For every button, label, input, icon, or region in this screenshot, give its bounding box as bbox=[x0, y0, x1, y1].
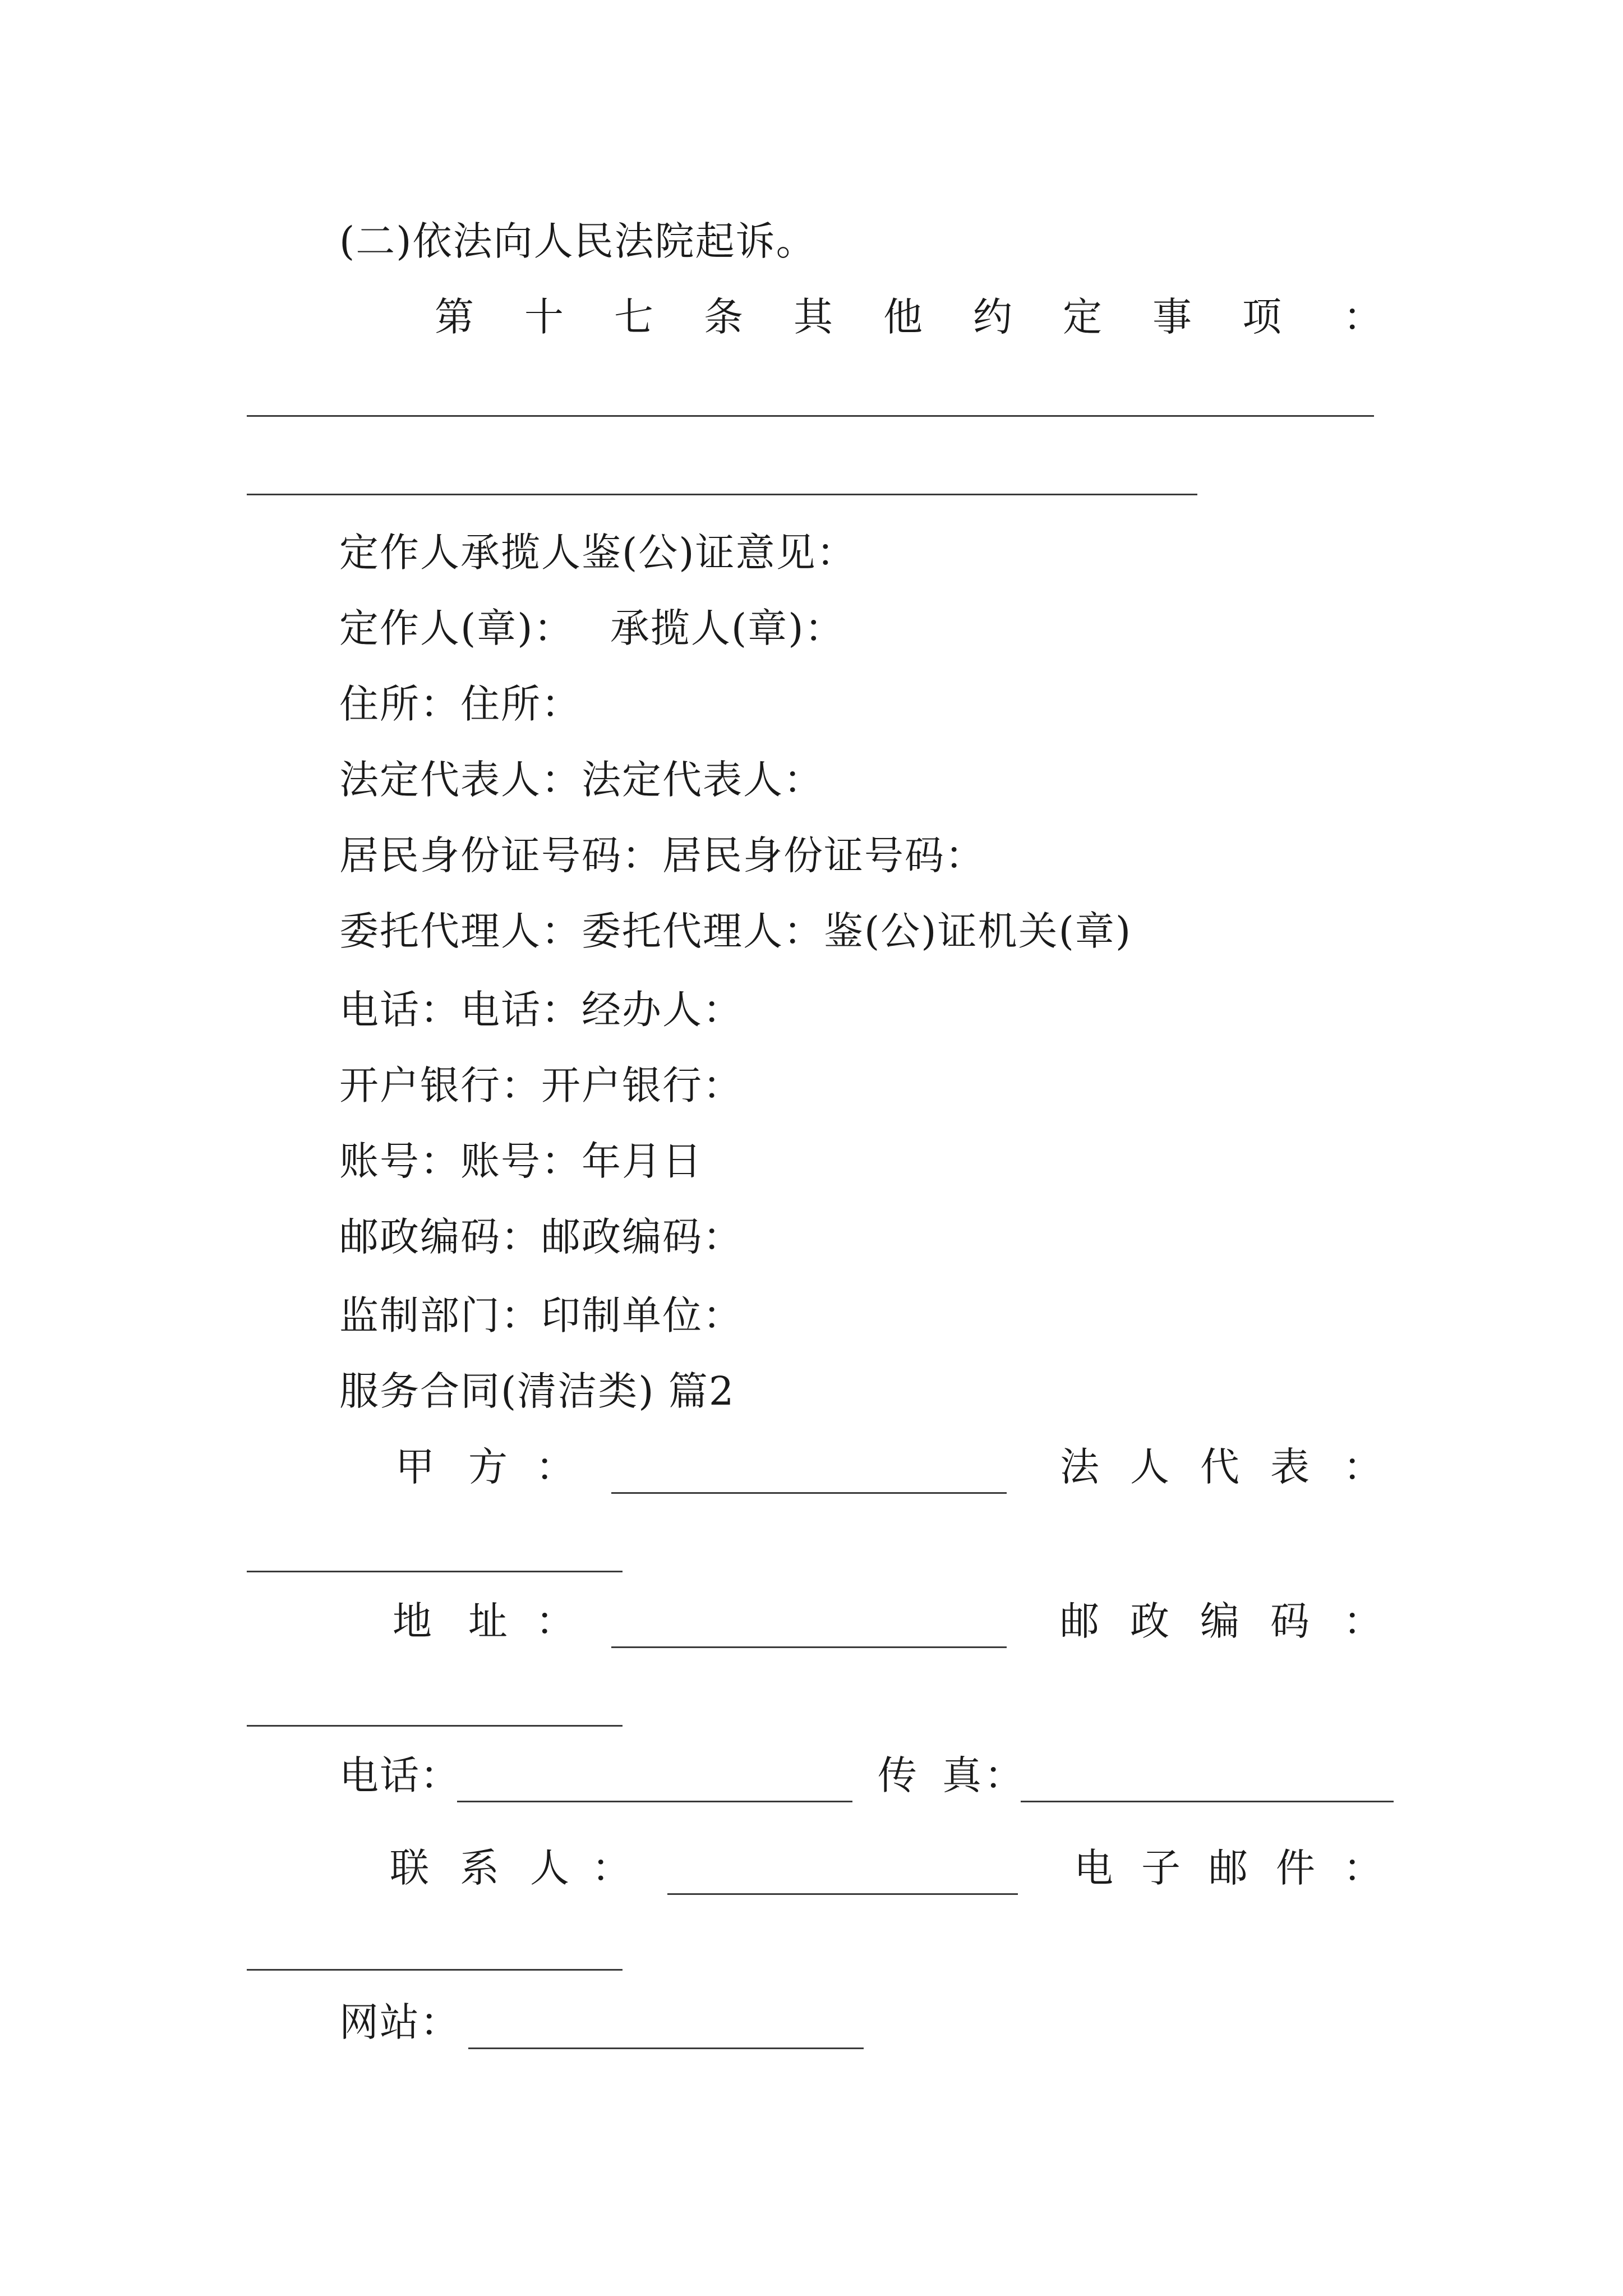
phone-label: 电话： bbox=[339, 1752, 460, 1798]
article-17-char: 十 bbox=[524, 294, 564, 340]
article-17-char: 七 bbox=[614, 294, 653, 340]
party-a-row bbox=[0, 1442, 1623, 1492]
contact-char: 联 bbox=[390, 1845, 429, 1891]
legal-rep-char: 人 bbox=[1130, 1444, 1169, 1490]
fax-label bbox=[0, 1750, 1623, 1801]
fax-char: 真 bbox=[942, 1752, 981, 1798]
legal-rep-char: 表 bbox=[1270, 1444, 1310, 1490]
address-char: 地 bbox=[393, 1598, 432, 1644]
article-17-heading bbox=[0, 292, 1623, 342]
email-char: ： bbox=[1343, 1845, 1382, 1891]
party-a-char: 方 bbox=[468, 1444, 508, 1490]
phone-blank bbox=[457, 1801, 852, 1802]
legal-rep-char: 法 bbox=[1060, 1444, 1099, 1490]
article-17-char: 条 bbox=[704, 294, 743, 340]
legal-rep-line: 法定代表人：法定代表人： bbox=[339, 757, 824, 803]
party-a-blank bbox=[611, 1492, 1007, 1494]
address-line: 住所：住所： bbox=[339, 681, 582, 727]
id-number-line: 居民身份证号码：居民身份证号码： bbox=[339, 832, 985, 878]
postcode-char: 邮 bbox=[1060, 1598, 1099, 1644]
account-line: 账号：账号：年月日 bbox=[339, 1138, 703, 1184]
party-a-char: 甲 bbox=[395, 1444, 435, 1490]
contact-char: ： bbox=[592, 1845, 631, 1891]
contact-char: 人 bbox=[530, 1845, 569, 1891]
website-label: 网站： bbox=[339, 1999, 460, 2045]
legal-rep-blank bbox=[247, 1571, 623, 1572]
phone-line: 电话：电话：经办人： bbox=[339, 987, 743, 1033]
address-char: ： bbox=[536, 1598, 575, 1644]
article-17-char: 其 bbox=[794, 294, 833, 340]
article-17-char: ： bbox=[1343, 294, 1382, 340]
fill-line bbox=[247, 415, 1374, 417]
contractor-seal-label: 承揽人(章)： bbox=[610, 605, 845, 651]
bank-line: 开户银行：开户银行： bbox=[339, 1062, 743, 1108]
legal-rep-char: ： bbox=[1343, 1444, 1382, 1490]
address-row bbox=[0, 1596, 1623, 1646]
website-blank bbox=[468, 2047, 864, 2049]
email-char: 件 bbox=[1276, 1845, 1315, 1891]
fax-blank bbox=[1021, 1801, 1394, 1802]
email-blank bbox=[247, 1969, 623, 1971]
address-blank bbox=[611, 1646, 1007, 1648]
article-17-char: 事 bbox=[1152, 294, 1192, 340]
contact-blank bbox=[667, 1893, 1018, 1895]
postcode-blank bbox=[247, 1725, 623, 1727]
article-17-char: 项 bbox=[1242, 294, 1281, 340]
contact-row bbox=[0, 1843, 1623, 1893]
email-char: 子 bbox=[1141, 1845, 1181, 1891]
postcode-line: 邮政编码：邮政编码： bbox=[339, 1214, 743, 1260]
notary-opinion-line: 定作人承揽人鉴(公)证意见： bbox=[339, 530, 857, 576]
postcode-char: 码 bbox=[1270, 1598, 1310, 1644]
clause-2-text: (二)依法向人民法院起诉。 bbox=[339, 218, 817, 264]
fax-char: 传 bbox=[878, 1752, 917, 1798]
legal-rep-char: 代 bbox=[1200, 1444, 1239, 1490]
party-a-char: ： bbox=[536, 1444, 575, 1490]
employer-seal-label: 定作人(章)： bbox=[339, 605, 574, 651]
fill-line bbox=[247, 494, 1197, 495]
article-17-char: 约 bbox=[973, 294, 1012, 340]
email-char: 邮 bbox=[1209, 1845, 1248, 1891]
contact-char: 系 bbox=[460, 1845, 499, 1891]
article-17-char: 他 bbox=[883, 294, 923, 340]
postcode-char: ： bbox=[1343, 1598, 1382, 1644]
article-17-char: 第 bbox=[435, 294, 474, 340]
address-char: 址 bbox=[468, 1598, 508, 1644]
party-seal-line bbox=[339, 603, 845, 654]
agent-line: 委托代理人：委托代理人：鉴(公)证机关(章) bbox=[339, 908, 1132, 954]
fax-char: ： bbox=[984, 1752, 1023, 1798]
article-17-char: 定 bbox=[1063, 294, 1102, 340]
email-char: 电 bbox=[1074, 1845, 1113, 1891]
postcode-char: 编 bbox=[1200, 1598, 1239, 1644]
supervision-line: 监制部门：印制单位： bbox=[339, 1292, 743, 1338]
section-title: 服务合同(清洁类) 篇2 bbox=[339, 1368, 735, 1414]
postcode-char: 政 bbox=[1130, 1598, 1169, 1644]
